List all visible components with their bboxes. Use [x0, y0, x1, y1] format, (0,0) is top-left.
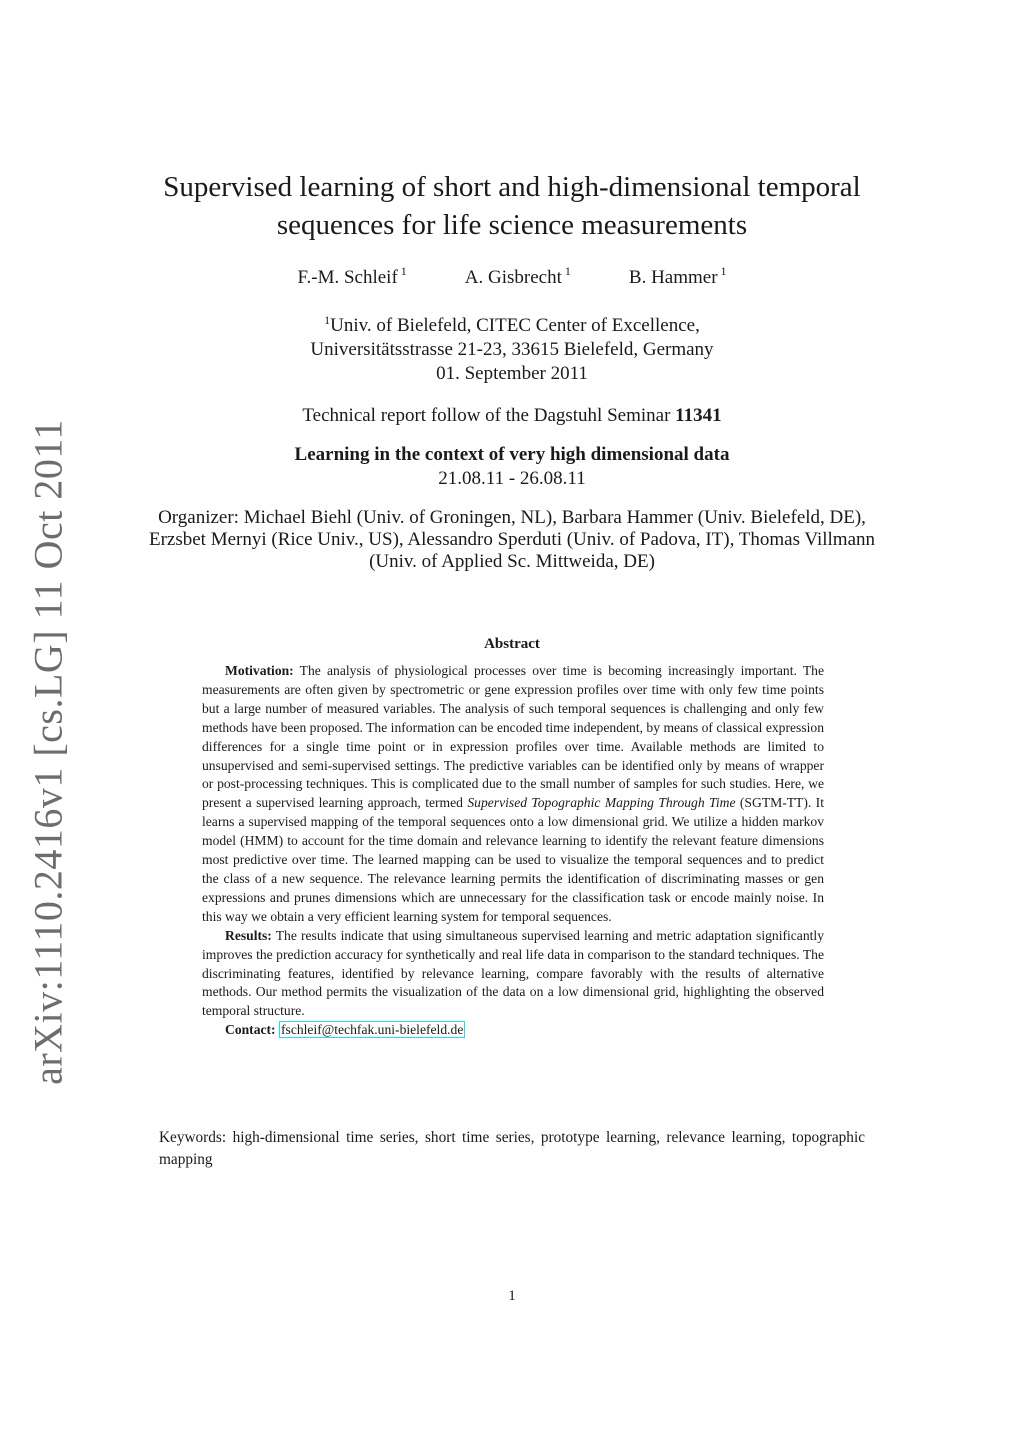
page-number: 1 — [508, 1288, 516, 1304]
abstract-contact — [202, 1021, 824, 1040]
author — [465, 264, 571, 289]
report-text: Technical report follow of the Dagstuhl Seminar — [302, 405, 676, 426]
affiliation-mark: 1 — [324, 313, 331, 327]
affiliation-block — [140, 308, 884, 386]
author — [629, 264, 727, 289]
paper-title: Supervised learning of short and high-dimensional temporal sequences for life science measurements — [163, 171, 861, 241]
abstract-motivation: Motivation: The analysis of physiological processes over time is becoming increasingly important. The measurements are often given by spectrometric or gene expression profiles over time with only few time points but a large number of measured variables. The analysis of such temporal sequences is challenging and only few methods have been proposed. The information can be encoded time independent, by means of classical expression differences for a single time point or in expression profiles over time. Available methods are limited to unsupervised and semi-supervised settings. The predictive variables can be identified only by means of wrapper or post-processing techniques. This is complicated due to the small number of samples for such studies. Here, we present a supervised learning approach, termed Supervised Topographic Mapping Through Time (SGTM-TT). It learns a supervised mapping of the temporal sequences onto a low dimensional grid. We utilize a hidden markov model (HMM) to account for the time domain and relevance learning to identify the relevant feature dimensions most predictive over time. The learned mapping can be used to visualize the temporal sequences and to predict the class of a new sequence. The relevance learning permits the identification of discriminating masses or gen expressions and prunes dimensions which are unnecessary for the classification task or encode mainly noise. In this way we obtain a very efficient learning system for temporal sequences. — [202, 663, 824, 924]
results-label: Results: — [225, 927, 272, 943]
organizer-list: Organizer: Michael Biehl (Univ. of Groningen, NL), Barbara Hammer (Univ. Bielefeld, DE), Erzsbet Mernyi (Rice Univ., US), Alessandro Sperduti (Univ. of Padova, IT), Thomas Villmann (Univ. of Applied Sc. Mittweida, DE) — [148, 507, 876, 572]
seminar-number: 11341 — [675, 405, 722, 426]
workshop-dates: 21.08.11 - 26.08.11 — [438, 468, 586, 489]
author — [297, 264, 406, 289]
author-affiliation-mark: 1 — [400, 264, 407, 278]
abstract-heading: Abstract — [484, 636, 540, 652]
workshop-title: Learning in the context of very high dimensional data — [294, 444, 730, 465]
author-name: F.-M. Schleif — [297, 267, 398, 288]
author-name: B. Hammer — [628, 267, 718, 288]
keywords: Keywords: high-dimensional time series, short time series, prototype learning, relevance learning, topographic mapping — [159, 1129, 865, 1168]
method-name: Supervised Topographic Mapping Through Time — [467, 795, 736, 811]
paper-date: 01. September 2011 — [436, 363, 588, 384]
arxiv-identifier-stamp: arXiv:1110.2416v1 [cs.LG] 11 Oct 2011 — [25, 419, 71, 1085]
author-list — [140, 264, 884, 289]
motivation-label: Motivation: — [225, 663, 294, 678]
abstract-body — [202, 662, 824, 1040]
affiliation-line-1: $^1$Univ. of Bielefeld, CITEC Center of Excellence, — [324, 313, 700, 336]
author-affiliation-mark: 1 — [720, 264, 727, 278]
contact-label: Contact: — [225, 1022, 276, 1038]
workshop-block — [140, 443, 884, 491]
contact-email-link[interactable]: fschleif@techfak.uni-bielefeld.de — [281, 1022, 464, 1038]
affiliation-line-2: Universitätsstrasse 21-23, 33615 Bielefeld, Germany — [310, 339, 714, 360]
report-note — [140, 404, 884, 428]
author-name: A. Gisbrecht — [464, 267, 562, 288]
abstract-results: Results: The results indicate that using simultaneous supervised learning and metric adaptation significantly improves the prediction accuracy for synthetically and real life data in comparison to the standard techniques. The discriminating features, identified by relevance learning, compare favorably with the results of alternative methods. Our method permits the visualization of the data on a low dimensional grid, highlighting the observed temporal structure. — [202, 927, 824, 1019]
author-affiliation-mark: 1 — [564, 264, 571, 278]
